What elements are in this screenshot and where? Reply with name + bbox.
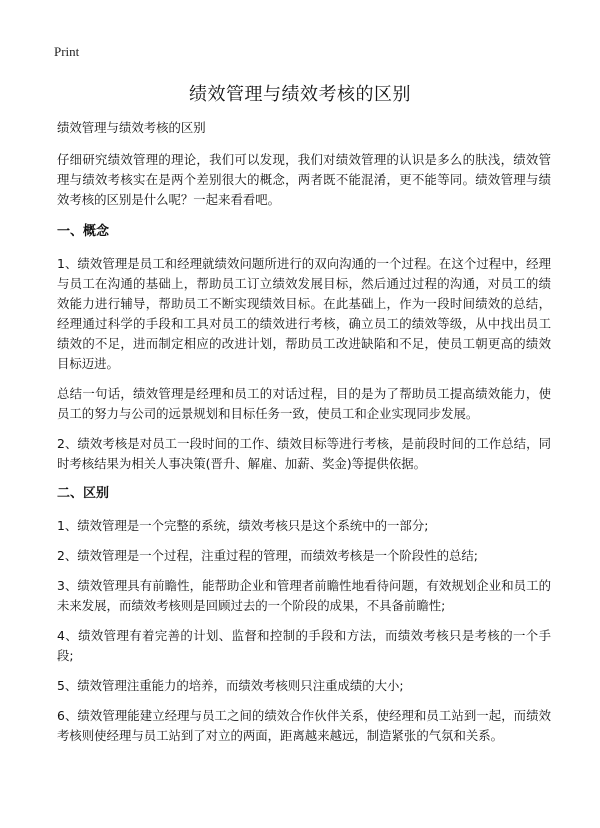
difference-item-2: 2、绩效管理是一个过程，注重过程的管理，而绩效考核是一个阶段性的总结; (57, 548, 478, 563)
concept-paragraph-2: 总结一句话，绩效管理是经理和员工的对话过程，目的是为了帮助员工提高绩效能力，使员工的努力与公司的远景规划和目标任务一致，使员工和企业实现同步发展。 (57, 386, 551, 421)
difference-item-3: 3、绩效管理具有前瞻性，能帮助企业和管理者前瞻性地看待问题，有效规划企业和员工的未来发展，而绩效考核则是回顾过去的一个阶段的成果，不具备前瞻性; (57, 578, 551, 613)
document-subtitle: 绩效管理与绩效考核的区别 (57, 120, 206, 135)
intro-paragraph: 仔细研究绩效管理的理论，我们可以发现，我们对绩效管理的认识是多么的肤浅，绩效管理与绩效考核实在是两个差别很大的概念，两者既不能混淆，更不能等同。绩效管理与绩效考核的区别是什么呢？一起来看看吧。 (57, 152, 551, 207)
difference-item-1: 1、绩效管理是一个完整的系统，绩效考核只是这个系统中的一部分; (57, 518, 429, 533)
difference-item-5: 5、绩效管理注重能力的培养，而绩效考核则只注重成绩的大小; (57, 678, 404, 693)
document-body (57, 118, 551, 756)
page-title: 绩效管理与绩效考核的区别 (189, 84, 411, 105)
section-heading-concept: 一、概念 (57, 224, 110, 239)
difference-item-4: 4、绩效管理有着完善的计划、监督和控制的手段和方法，而绩效考核只是考核的一个手段; (57, 628, 551, 663)
difference-item-6: 6、绩效管理能建立经理与员工之间的绩效合作伙伴关系，使经理和员工站到一起，而绩效考核则使经理与员工站到了对立的两面，距离越来越远，制造紧张的气氛和关系。 (57, 708, 551, 743)
concept-paragraph-1: 1、绩效管理是员工和经理就绩效问题所进行的双向沟通的一个过程。在这个过程中，经理与员工在沟通的基础上，帮助员工订立绩效发展目标，然后通过过程的沟通，对员工的绩效能力进行辅导，帮助员工不断实现绩效目标。在此基础上，作为一段时间绩效的总结，经理通过科学的手段和工具对员工的绩效进行考核，确立员工的绩效等级，从中找出员工绩效的不足，进而制定相应的改进计划，帮助员工改进缺陷和不足，使员工朝更高的绩效目标迈进。 (57, 256, 551, 371)
concept-paragraph-3: 2、绩效考核是对员工一段时间的工作、绩效目标等进行考核，是前段时间的工作总结，同时考核结果为相关人事决策(晋升、解雇、加薪、奖金)等提供依据。 (57, 436, 551, 471)
print-link[interactable]: Print (54, 44, 80, 59)
section-heading-difference: 二、区别 (57, 486, 110, 501)
